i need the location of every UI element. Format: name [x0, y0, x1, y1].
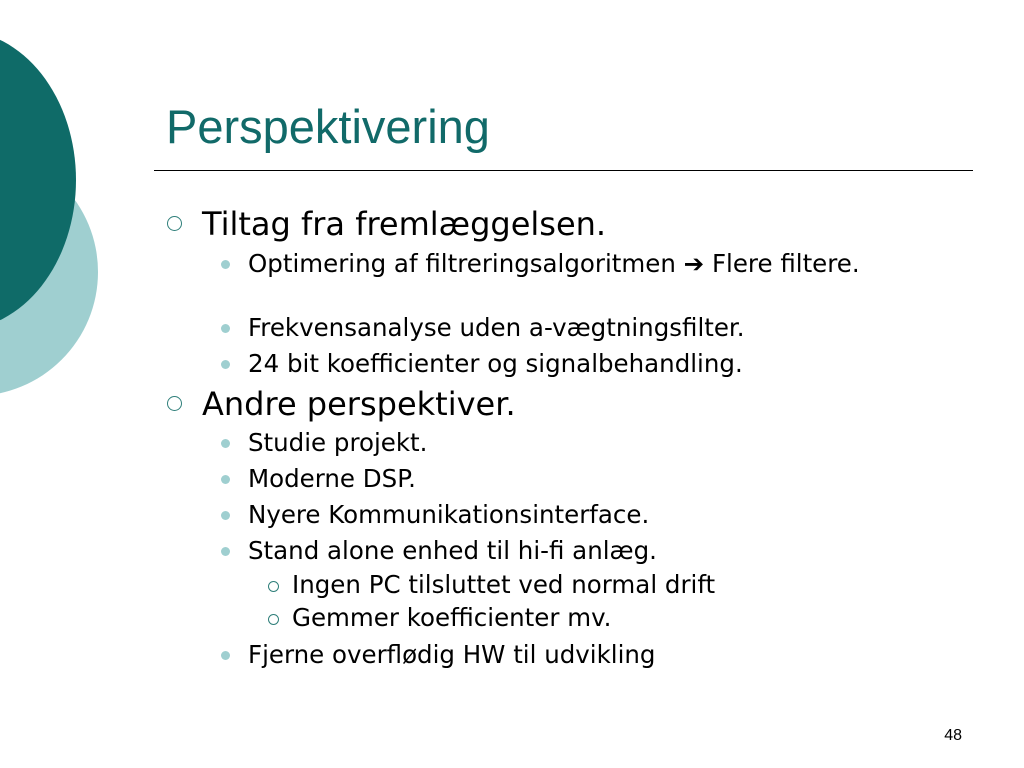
sub-bullet-text: Nyere Kommunikationsinterface. — [248, 500, 650, 529]
sub-bullet-text: Fjerne overflødig HW til udvikling — [248, 640, 656, 669]
sub-bullet-item — [218, 313, 928, 343]
filled-circle-bullet-icon — [218, 640, 248, 670]
page-number: 48 — [944, 727, 962, 744]
filled-circle-bullet-icon — [218, 428, 248, 458]
sub-bullet-item — [218, 536, 928, 566]
sub-bullet-text: Moderne DSP. — [248, 464, 416, 493]
sub-sub-bullet-text: Gemmer koefficienter mv. — [292, 603, 612, 632]
filled-circle-bullet-icon — [218, 464, 248, 494]
sub-bullet-item — [218, 464, 928, 494]
sub-sub-bullet-text: Ingen PC tilsluttet ved normal drift — [292, 570, 716, 599]
filled-circle-bullet-icon — [218, 536, 248, 566]
hollow-circle-bullet-icon — [166, 205, 202, 243]
sub-bullet-item — [218, 640, 928, 670]
bullet-text: Andre perspektiver. — [202, 385, 516, 423]
filled-circle-bullet-icon — [218, 500, 248, 530]
sub-bullet-text: 24 bit koefficienter og signalbehandling. — [248, 349, 743, 378]
filled-circle-bullet-icon — [218, 349, 248, 379]
sub-bullet-item — [218, 249, 928, 279]
sub-sub-bullet-item — [266, 603, 611, 633]
sub-bullet-item — [218, 349, 928, 379]
filled-circle-bullet-icon — [218, 249, 248, 279]
bullet-text: Tiltag fra fremlæggelsen. — [202, 205, 607, 243]
sub-bullet-text: Stand alone enhed til hi-fi anlæg. — [248, 536, 657, 565]
hollow-circle-bullet-icon — [166, 385, 202, 423]
hollow-circle-bullet-icon — [266, 603, 292, 633]
sub-bullet-item — [218, 428, 928, 458]
bullet-item — [166, 385, 516, 423]
title-divider — [154, 170, 973, 171]
sub-sub-bullet-item — [266, 570, 715, 600]
filled-circle-bullet-icon — [218, 313, 248, 343]
sub-bullet-text: Studie projekt. — [248, 428, 428, 457]
hollow-circle-bullet-icon — [266, 570, 292, 600]
slide-title: Perspektivering — [166, 100, 490, 153]
bullet-item — [166, 205, 606, 243]
sub-bullet-text: Frekvensanalyse uden a-vægtningsfilter. — [248, 313, 745, 342]
sub-bullet-item — [218, 500, 928, 530]
sub-bullet-text: Optimering af filtreringsalgoritmen ➔ Flere filtere. — [248, 249, 860, 278]
